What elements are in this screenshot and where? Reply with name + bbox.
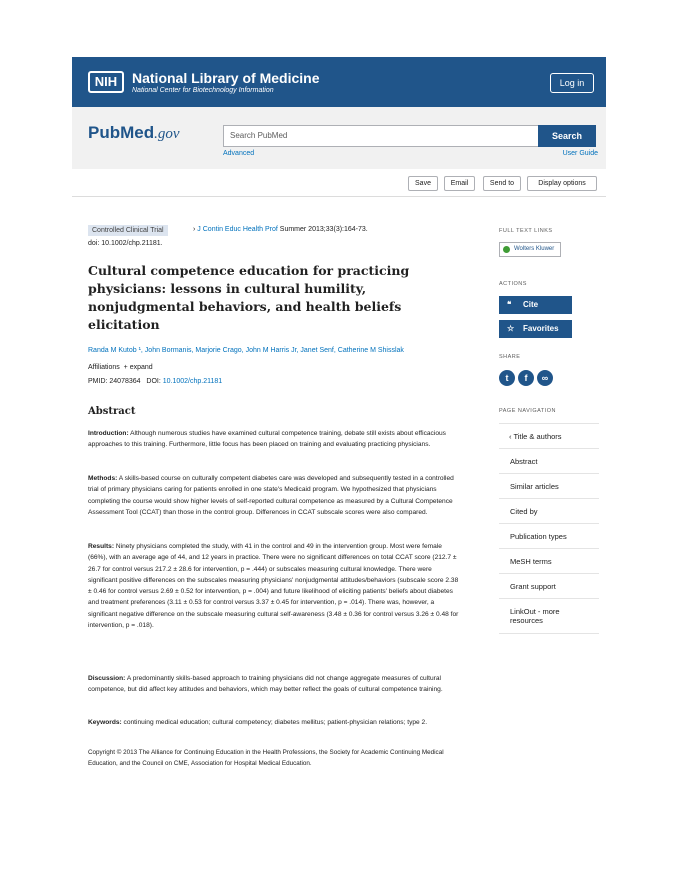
nlm-title[interactable]: National Library of Medicine [132, 70, 320, 86]
article-title: Cultural competence education for practicing physicians: lessons in cultural humility, nonjudgmental behaviors, and health beliefs elicitation [88, 263, 410, 332]
pubmed-logo-med: Med [120, 123, 155, 142]
affiliations-label: Affiliations [88, 364, 120, 371]
doi-label: DOI: [146, 378, 161, 385]
citation-details: Summer 2013;33(3):164-73. [277, 226, 368, 233]
nav-publication-types[interactable]: Publication types [499, 523, 599, 548]
cite-button[interactable] [499, 296, 572, 314]
pubmed-logo-gov: .gov [154, 126, 180, 142]
doi-line: doi: 10.1002/chp.21181. [88, 240, 163, 247]
display-options-button[interactable]: Display options [527, 176, 597, 191]
quote-icon: ❝ [507, 300, 512, 309]
send-to-button[interactable]: Send to [483, 176, 521, 191]
identifiers-row [88, 378, 222, 385]
nav-title-authors-label: Title & authors [513, 432, 562, 441]
abstract-methods [88, 473, 460, 518]
nav-linkout[interactable]: LinkOut - more resources [499, 598, 599, 634]
methods-label: Methods: [88, 475, 118, 482]
results-label: Results: [88, 543, 115, 550]
nav-similar-articles[interactable]: Similar articles [499, 473, 599, 498]
abstract-heading: Abstract [88, 406, 136, 417]
copyright: Copyright © 2013 The Alliance for Continuing Education in the Health Professions, the Society for Academic Continuing Medical Education, and the Council on CME, Association for Hospital Medical Education. [88, 749, 444, 768]
actions-label: ACTIONS [499, 281, 527, 287]
chevron-left-icon: ‹ [509, 432, 512, 441]
permalink-icon[interactable]: ∞ [537, 370, 553, 386]
journal-link[interactable]: J Contin Educ Health Prof [197, 226, 278, 233]
nih-logo[interactable]: NIH [88, 71, 124, 93]
methods-text: A skills-based course on culturally competent diabetes care was developed and subsequently tested in a controlled trial of primary physicians caring for patients enrolled in one state's Medicaid program. We hypothesized that physicians completing the course would show higher levels of self-reported cultural competence as measured by a Cultural Competence Assessment Tool (CCAT) than those in the control group. Differences in CCAT subscale scores were also compared. [88, 475, 454, 516]
chevron-right-icon: › [193, 226, 196, 233]
authors-list[interactable]: Randa M Kutob ¹, John Bormanis, Marjorie Crago, John M Harris Jr, Janet Senf, Catherine M Shisslak [88, 347, 404, 354]
search-button[interactable]: Search [538, 125, 596, 147]
twitter-icon[interactable]: t [499, 370, 515, 386]
results-text: Ninety physicians completed the study, with 41 in the control and 49 in the intervention group. Most were female (66%), with an average age of 44, and 12 years in practice. There were no significant differences on total CCAT score (212.7 ± 26.7 for control versus 217.2 ± 28.6 for intervention, p = .444) or subscales measuring cultural knowledge. There were significant positive differences on the subscales measuring physicians' nonjudgmental attitudes/behaviors (subscale score 2.38 ± 0.46 for control versus 2.69 ± 0.52 for intervention, p = .004) and future likelihood of eliciting patients' beliefs about diabetes and treatment preferences (3.11 ± 0.53 for control versus 3.37 ± 0.45 for intervention, p = .014). There was, however, a significant negative difference on the subscale measuring cultural self-awareness (3.48 ± 0.36 for control versus 3.26 ± 0.48 for intervention, p = .018). [88, 543, 459, 630]
nav-title-authors[interactable] [499, 423, 599, 448]
login-button[interactable]: Log in [550, 73, 594, 93]
advanced-search-link[interactable]: Advanced [223, 150, 255, 157]
nav-cited-by[interactable]: Cited by [499, 498, 599, 523]
abstract-discussion [88, 673, 460, 696]
save-button[interactable]: Save [408, 176, 438, 191]
discussion-text: A predominantly skills-based approach to training physicians did not change aggregate measures of cultural competence, but did affect key attitudes and behaviors, which may better reflect the goals of cultural competence training. [88, 675, 443, 694]
facebook-icon[interactable]: f [518, 370, 534, 386]
wolters-kluwer-link[interactable] [499, 242, 561, 257]
introduction-label: Introduction: [88, 430, 129, 437]
abstract-introduction [88, 428, 460, 451]
pubmed-logo-pub: Pub [88, 123, 121, 142]
star-icon: ☆ [507, 324, 515, 333]
favorites-button[interactable] [499, 320, 572, 338]
keywords-label: Keywords: [88, 719, 122, 726]
pubmed-logo[interactable] [88, 123, 180, 143]
citation-line [193, 226, 368, 233]
affiliations-row [88, 364, 153, 371]
introduction-text: Although numerous studies have examined cultural competence training, debate still exists about efficacious approaches to this training. Furthermore, little focus has been placed on training and evaluating practicing physicians. [88, 430, 446, 449]
nav-abstract[interactable]: Abstract [499, 448, 599, 473]
wolters-kluwer-icon [503, 246, 510, 253]
discussion-label: Discussion: [88, 675, 126, 682]
share-label: SHARE [499, 354, 521, 360]
keywords [88, 717, 460, 728]
user-guide-link[interactable]: User Guide [562, 150, 598, 157]
nav-mesh-terms[interactable]: MeSH terms [499, 548, 599, 573]
expand-affiliations-button[interactable]: + expand [123, 364, 153, 371]
article-type-badge: Controlled Clinical Trial [88, 225, 168, 236]
nih-banner [72, 57, 606, 107]
nav-grant-support[interactable]: Grant support [499, 573, 599, 598]
cite-label: Cite [523, 300, 539, 309]
wolters-kluwer-label: Wolters Kluwer [514, 246, 555, 252]
pmid: PMID: 24078364 [88, 378, 141, 385]
toolbar [72, 169, 606, 197]
full-text-links-label: FULL TEXT LINKS [499, 228, 553, 234]
abstract-results [88, 541, 460, 631]
search-input[interactable]: Search PubMed [223, 125, 539, 147]
favorites-label: Favorites [523, 324, 559, 333]
doi-link[interactable]: 10.1002/chp.21181 [162, 378, 223, 385]
page-navigation-label: PAGE NAVIGATION [499, 408, 557, 414]
email-button[interactable]: Email [444, 176, 475, 191]
keywords-text: continuing medical education; cultural competency; diabetes mellitus; patient-physician relations; type 2. [121, 719, 428, 726]
search-area [72, 107, 606, 169]
ncbi-subtitle: National Center for Biotechnology Information [132, 87, 274, 94]
